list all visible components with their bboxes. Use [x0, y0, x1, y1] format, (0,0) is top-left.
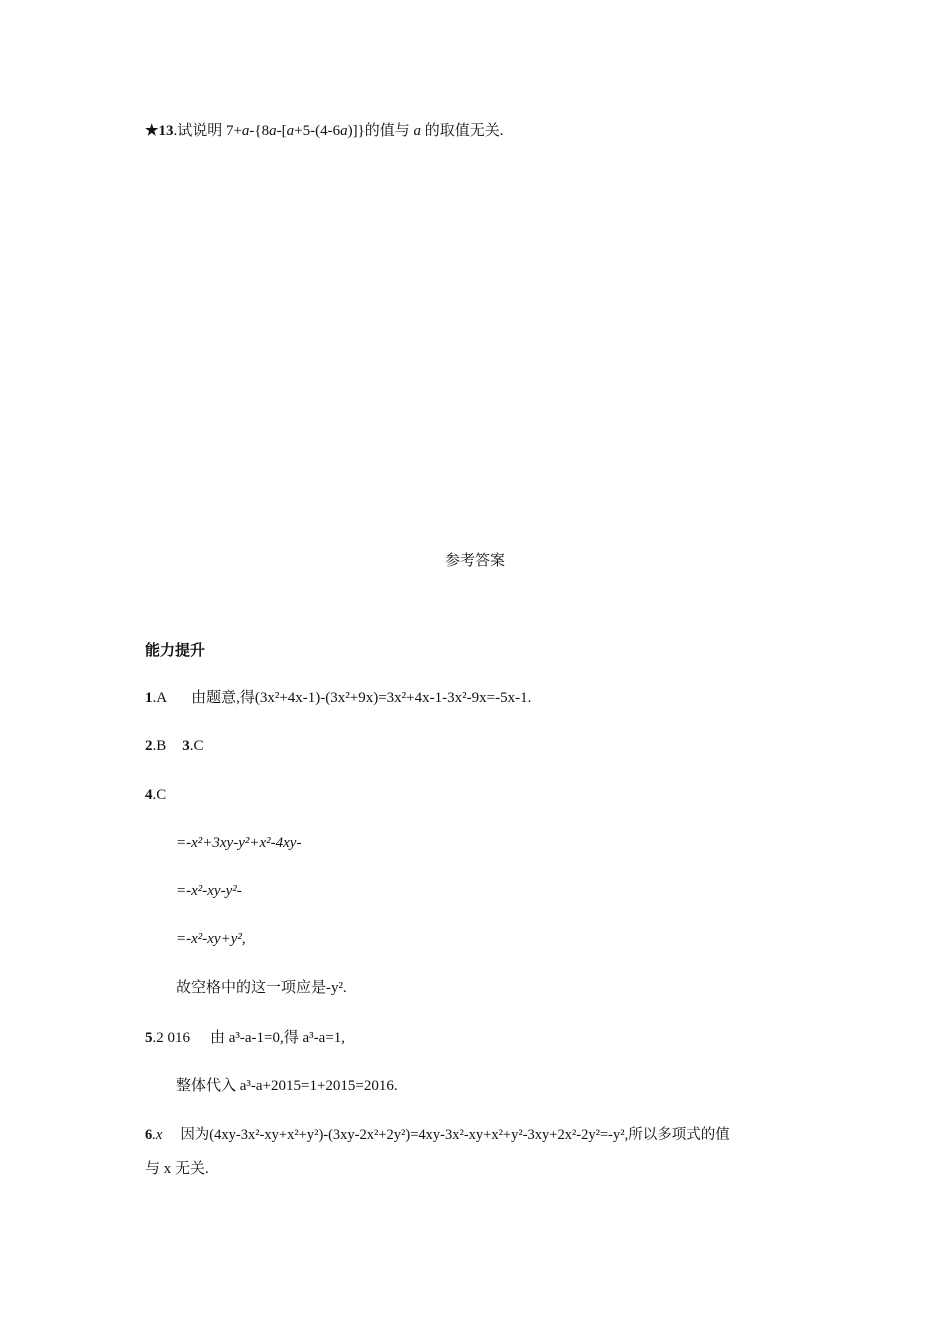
answer-label: .2 016 [152, 1030, 190, 1046]
answer-4-step-1: =-x²+3xy-y²+x²-4xy- [176, 835, 302, 851]
answer-label: .C [189, 738, 204, 754]
answer-label: .x [152, 1127, 163, 1143]
question-number: 13 [158, 123, 174, 139]
answer-6-line-2: 与 x 无关. [145, 1161, 209, 1177]
answer-label: .A [152, 690, 168, 706]
answer-number: 1 [145, 690, 153, 706]
var: a [286, 123, 295, 139]
answer-number: 6 [145, 1127, 153, 1143]
answer-4 [145, 785, 166, 805]
answer-label: .B [152, 738, 167, 754]
answer-explanation: 因为(4xy-3x²-xy+x²+y²)-(3xy-2x²+2y²)=4xy-3x²-xy+x²+y²-3xy+2x²-2y²=-y²,所以多项式的值 [180, 1127, 730, 1143]
answer-label: .C [152, 787, 167, 803]
answer-number: 4 [145, 787, 153, 803]
question-13 [145, 121, 504, 141]
answer-explanation: 由 a³-a-1=0,得 a³-a=1, [210, 1030, 346, 1046]
answers-title: 参考答案 [444, 553, 505, 569]
var: a [241, 123, 250, 139]
var: a [269, 123, 277, 139]
var: a [413, 123, 422, 139]
question-text: -{8 [249, 123, 270, 139]
star-icon: ★ [145, 123, 159, 139]
section-title: 能力提升 [145, 641, 206, 659]
answer-4-conclusion: 故空格中的这一项应是-y². [176, 980, 347, 996]
answer-number: 3 [182, 738, 190, 754]
answer-1 [145, 688, 531, 708]
question-text: +5-(4-6 [294, 123, 341, 139]
question-text: -[ [276, 123, 287, 139]
question-text: )]}的值与 [347, 123, 414, 139]
question-text: 的取值无关. [421, 123, 504, 139]
answer-2-3 [145, 736, 204, 756]
answer-5-line-2: 整体代入 a³-a+2015=1+2015=2016. [176, 1078, 398, 1094]
answer-6 [145, 1125, 730, 1145]
answer-explanation: 由题意,得(3x²+4x-1)-(3x²+9x)=3x²+4x-1-3x²-9x=-5x-1. [191, 690, 532, 706]
answer-4-step-2: =-x²-xy-y²- [176, 883, 242, 899]
answer-4-step-3: =-x²-xy+y², [176, 931, 246, 947]
var: a [340, 123, 348, 139]
answer-number: 2 [145, 738, 153, 754]
question-text: .试说明 7+ [173, 123, 242, 139]
answer-number: 5 [145, 1030, 153, 1046]
answer-5 [145, 1028, 345, 1048]
